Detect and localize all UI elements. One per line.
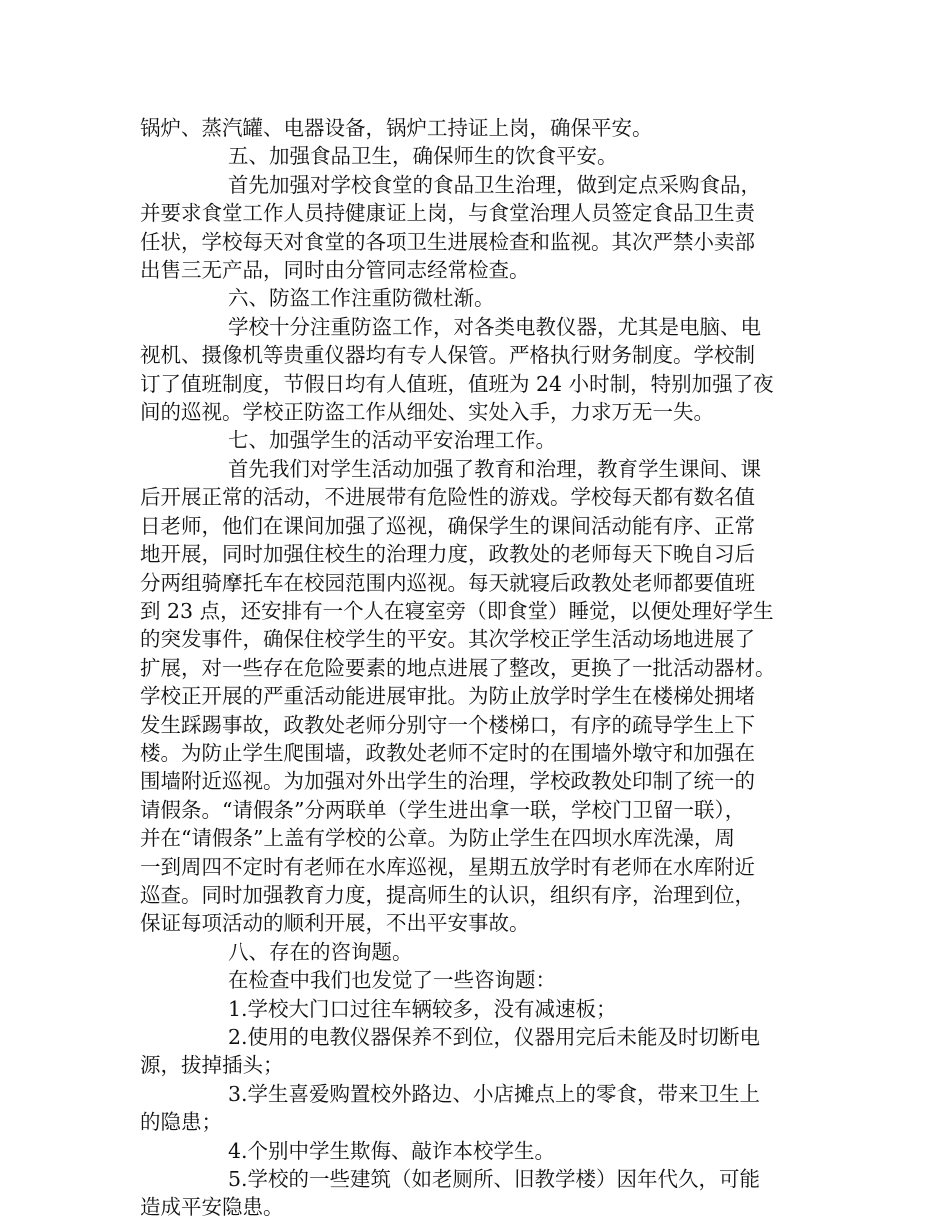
paragraph [140, 284, 812, 312]
text-line: 任状，学校每天对食堂的各项卫生进展检查和监视。其次严禁小卖部 [140, 229, 755, 254]
text-line: 一到周四不定时有老师在水库巡视，星期五放学时有老师在水库附近 [140, 854, 755, 879]
paragraph [140, 171, 812, 285]
text-line: 5.学校的一些建筑（如老厕所、旧教学楼）因年代久，可能 [228, 1167, 761, 1192]
text-line: 请假条。“请假条”分两联单（学生进出拿一联，学校门卫留一联）， [140, 797, 746, 822]
text-line: 五、加强食品卫生，确保师生的饮食平安。 [228, 144, 618, 169]
text-line: 的突发事件，确保住校学生的平安。其次学校正学生活动场地进展了 [140, 627, 755, 652]
text-line: 学校正开展的严重活动能进展审批。为防止放学时学生在楼梯处拥堵 [140, 684, 755, 709]
text-line: 日老师，他们在课间加强了巡视，确保学生的课间活动能有序、正常 [140, 513, 755, 538]
text-line: 3.学生喜爱购置校外路边、小店摊点上的零食，带来卫生上 [228, 1081, 761, 1106]
text-line: 巡查。同时加强教育力度，提高师生的认识，组织有序，治理到位， [140, 882, 755, 907]
paragraph [140, 313, 812, 427]
text-line: 地开展，同时加强住校生的治理力度，政教处的老师每天下晚自习后 [140, 542, 755, 567]
paragraph [140, 1080, 812, 1137]
text-line: 后开展正常的活动，不进展带有危险性的游戏。学校每天都有数名值 [140, 485, 755, 510]
paragraph [140, 455, 812, 938]
text-line: 的隐患； [140, 1110, 222, 1135]
text-line: 六、防盗工作注重防微杜渐。 [228, 286, 495, 311]
text-line: 七、加强学生的活动平安治理工作。 [228, 428, 556, 453]
text-line: 学校十分注重防盗工作，对各类电教仪器，尤其是电脑、电 [228, 314, 761, 339]
text-line: 保证每项活动的顺利开展，不出平安事故。 [140, 911, 530, 936]
paragraph [140, 995, 812, 1023]
document-body [140, 114, 812, 1222]
paragraph [140, 114, 812, 142]
paragraph [140, 1137, 812, 1165]
text-line: 楼。为防止学生爬围墙，政教处老师不定时的在围墙外墩守和加强在 [140, 740, 755, 765]
text-line: 订了值班制度，节假日均有人值班，值班为 24 小时制，特别加强了夜 [140, 371, 774, 396]
text-line: 4.个别中学生欺侮、敲诈本校学生。 [228, 1138, 556, 1163]
text-line: 1.学校大门口过往车辆较多，没有减速板； [228, 996, 617, 1021]
paragraph [140, 426, 812, 454]
text-line: 并在“请假条”上盖有学校的公章。为防止学生在四坝水库洗澡，周 [140, 826, 735, 851]
text-line: 围墙附近巡视。为加强对外出学生的治理，学校政教处印制了统一的 [140, 769, 755, 794]
text-line: 首先我们对学生活动加强了教育和治理，教育学生课间、课 [228, 456, 761, 481]
text-line: 到 23 点，还安排有一个人在寝室旁（即食堂）睡觉，以便处理好学生 [140, 598, 774, 623]
text-line: 视机、摄像机等贵重仪器均有专人保管。严格执行财务制度。学校制 [140, 343, 755, 368]
text-line: 间的巡视。学校正防盗工作从细处、实处入手，力求万无一失。 [140, 400, 714, 425]
paragraph [140, 966, 812, 994]
text-line: 并要求食堂工作人员持健康证上岗，与食堂治理人员签定食品卫生责 [140, 201, 755, 226]
paragraph [140, 142, 812, 170]
text-line: 锅炉、蒸汽罐、电器设备，锅炉工持证上岗，确保平安。 [140, 116, 653, 140]
text-line: 出售三无产品，同时由分管同志经常检查。 [140, 258, 530, 283]
text-line: 首先加强对学校食堂的食品卫生治理，做到定点采购食品， [228, 172, 761, 197]
paragraph [140, 938, 812, 966]
text-line: 发生踩踢事故，政教处老师分别守一个楼梯口，有序的疏导学生上下 [140, 712, 755, 737]
text-line: 源，拔掉插头； [140, 1053, 284, 1078]
text-line: 分两组骑摩托车在校园范围内巡视。每天就寝后政教处老师都要值班 [140, 570, 755, 595]
text-line: 造成平安隐患。 [140, 1195, 284, 1220]
text-line: 2.使用的电教仪器保养不到位，仪器用完后未能及时切断电 [228, 1025, 761, 1049]
text-line: 在检查中我们也发觉了一些咨询题： [228, 968, 556, 993]
text-line: 扩展，对一些存在危险要素的地点进展了整改，更换了一批活动器材。 [140, 655, 776, 680]
paragraph [140, 1165, 812, 1222]
paragraph [140, 1023, 812, 1080]
text-line: 八、存在的咨询题。 [228, 939, 413, 964]
